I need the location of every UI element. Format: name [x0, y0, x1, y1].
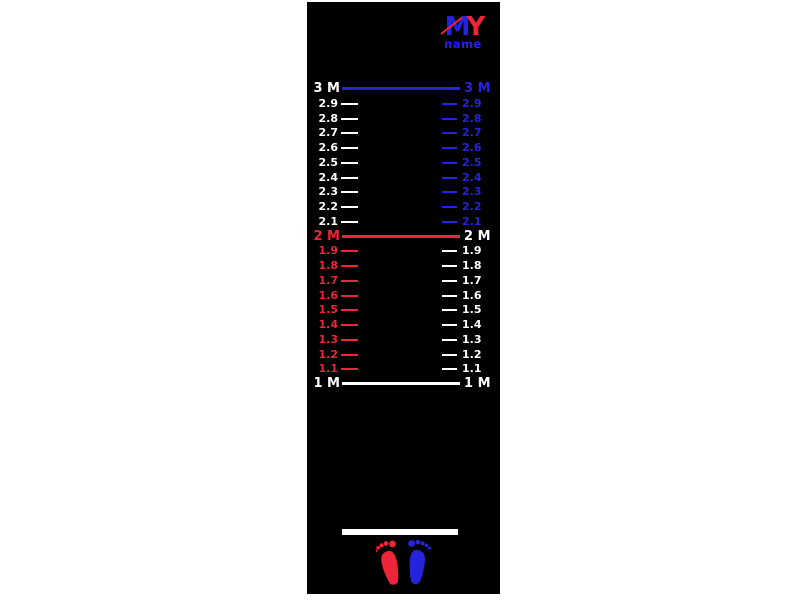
ruler-mark-1.1 — [307, 361, 500, 377]
ruler-mark-2.9 — [307, 96, 500, 112]
mark-label-right: 2.6 — [462, 141, 482, 154]
right-footprint-icon — [403, 538, 431, 586]
ruler-mark-2.0 — [307, 229, 500, 245]
mark-label-right: 2.4 — [462, 170, 482, 184]
ruler-mark-2.1 — [307, 214, 500, 230]
tick-left — [341, 132, 358, 134]
ruler-mark-2.4 — [307, 170, 500, 186]
mark-label-right: 2.2 — [462, 200, 482, 213]
tick-left — [341, 354, 358, 356]
brand-logo — [440, 14, 486, 50]
tick-right — [442, 191, 457, 193]
tick-right — [442, 309, 457, 311]
major-rule-line — [342, 382, 460, 385]
mark-label-right: 1.4 — [462, 318, 482, 331]
tick-right — [442, 324, 457, 326]
tick-left — [341, 147, 358, 149]
mark-label-left: 2.4 — [318, 170, 338, 184]
floor-baseline — [342, 529, 458, 535]
ruler-mark-1.3 — [307, 332, 500, 348]
major-rule-line — [342, 235, 460, 238]
mark-label-right: 1.9 — [462, 244, 482, 258]
tick-left — [341, 295, 358, 297]
mark-label-right: 2.3 — [462, 185, 482, 199]
tick-right — [442, 221, 457, 223]
tick-left — [341, 280, 358, 282]
mark-label-left: 1.6 — [318, 288, 338, 302]
brand-letter-m: M — [444, 12, 467, 42]
mark-label-right: 1.3 — [462, 332, 482, 346]
mark-label-right: 2.5 — [462, 155, 482, 169]
mark-label-left: 1.9 — [318, 244, 338, 258]
tick-right — [442, 206, 457, 208]
mark-label-left: 2.2 — [318, 200, 338, 213]
ruler-mark-2.7 — [307, 125, 500, 141]
brand-subtitle: name — [444, 37, 482, 51]
ruler-mark-2.8 — [307, 111, 500, 127]
tick-left — [341, 118, 358, 120]
mark-label-left: 2.1 — [318, 214, 338, 228]
tick-right — [442, 295, 457, 297]
mark-label-left: 2.5 — [318, 155, 338, 169]
mark-label-left: 2.9 — [318, 96, 338, 110]
mark-label-left: 2.3 — [318, 185, 338, 199]
ruler-mark-2.6 — [307, 140, 500, 156]
growth-chart-board — [307, 2, 500, 594]
mark-label-left: 2 M — [313, 228, 340, 244]
tick-left — [341, 177, 358, 179]
mark-label-right: 2 M — [464, 228, 491, 244]
mark-label-left: 2.7 — [318, 126, 338, 140]
mark-label-right: 2.1 — [462, 214, 482, 228]
mark-label-left: 2.8 — [318, 111, 338, 125]
ruler-mark-2.5 — [307, 155, 500, 171]
mark-label-right: 1.1 — [462, 362, 482, 376]
mark-label-right: 1.5 — [462, 303, 482, 317]
mark-label-left: 1.3 — [318, 332, 338, 346]
tick-right — [442, 132, 457, 134]
brand-word — [440, 14, 486, 40]
mark-label-left: 1.7 — [318, 273, 338, 287]
tick-right — [442, 354, 457, 356]
mark-label-left: 1.2 — [318, 347, 338, 361]
mark-label-right: 2.9 — [462, 96, 482, 110]
tick-left — [341, 368, 358, 370]
tick-left — [341, 103, 358, 105]
mark-label-right: 1.2 — [462, 347, 482, 361]
tick-right — [442, 280, 457, 282]
ruler-mark-2.2 — [307, 199, 500, 215]
tick-right — [442, 265, 457, 267]
tick-left — [341, 221, 358, 223]
left-footprint-icon — [376, 539, 404, 587]
ruler-mark-1.8 — [307, 258, 500, 274]
mark-label-right: 1 M — [464, 376, 491, 391]
tick-left — [341, 309, 358, 311]
ruler-mark-1.9 — [307, 243, 500, 259]
mark-label-left: 1.8 — [318, 259, 338, 272]
tick-right — [442, 118, 457, 120]
ruler-mark-1.0 — [307, 376, 500, 392]
ruler-mark-3.0 — [307, 81, 500, 97]
tick-left — [341, 191, 358, 193]
mark-label-right: 3 M — [464, 81, 491, 96]
ruler-mark-1.5 — [307, 302, 500, 318]
brand-letter-y: Y — [466, 12, 482, 42]
ruler-mark-1.7 — [307, 273, 500, 289]
tick-left — [341, 206, 358, 208]
tick-right — [442, 147, 457, 149]
mark-label-left: 1.1 — [318, 362, 338, 376]
mark-label-left: 1 M — [313, 376, 340, 391]
mark-label-right: 1.8 — [462, 259, 482, 272]
mark-label-left: 1.4 — [318, 318, 338, 331]
tick-right — [442, 368, 457, 370]
tick-right — [442, 103, 457, 105]
mark-label-left: 2.6 — [318, 141, 338, 154]
mark-label-left: 3 M — [313, 81, 340, 96]
tick-right — [442, 250, 457, 252]
ruler-mark-2.3 — [307, 184, 500, 200]
mark-label-right: 1.7 — [462, 273, 482, 287]
tick-left — [341, 265, 358, 267]
ruler-mark-1.6 — [307, 288, 500, 304]
tick-right — [442, 339, 457, 341]
tick-left — [341, 324, 358, 326]
ruler-mark-1.2 — [307, 347, 500, 363]
mark-label-right: 1.6 — [462, 288, 482, 302]
mark-label-left: 1.5 — [318, 303, 338, 317]
major-rule-line — [342, 87, 460, 90]
ruler-mark-1.4 — [307, 317, 500, 333]
mark-label-right: 2.8 — [462, 111, 482, 125]
tick-left — [341, 162, 358, 164]
mark-label-right: 2.7 — [462, 126, 482, 140]
tick-right — [442, 162, 457, 164]
tick-left — [341, 339, 358, 341]
tick-left — [341, 250, 358, 252]
tick-right — [442, 177, 457, 179]
